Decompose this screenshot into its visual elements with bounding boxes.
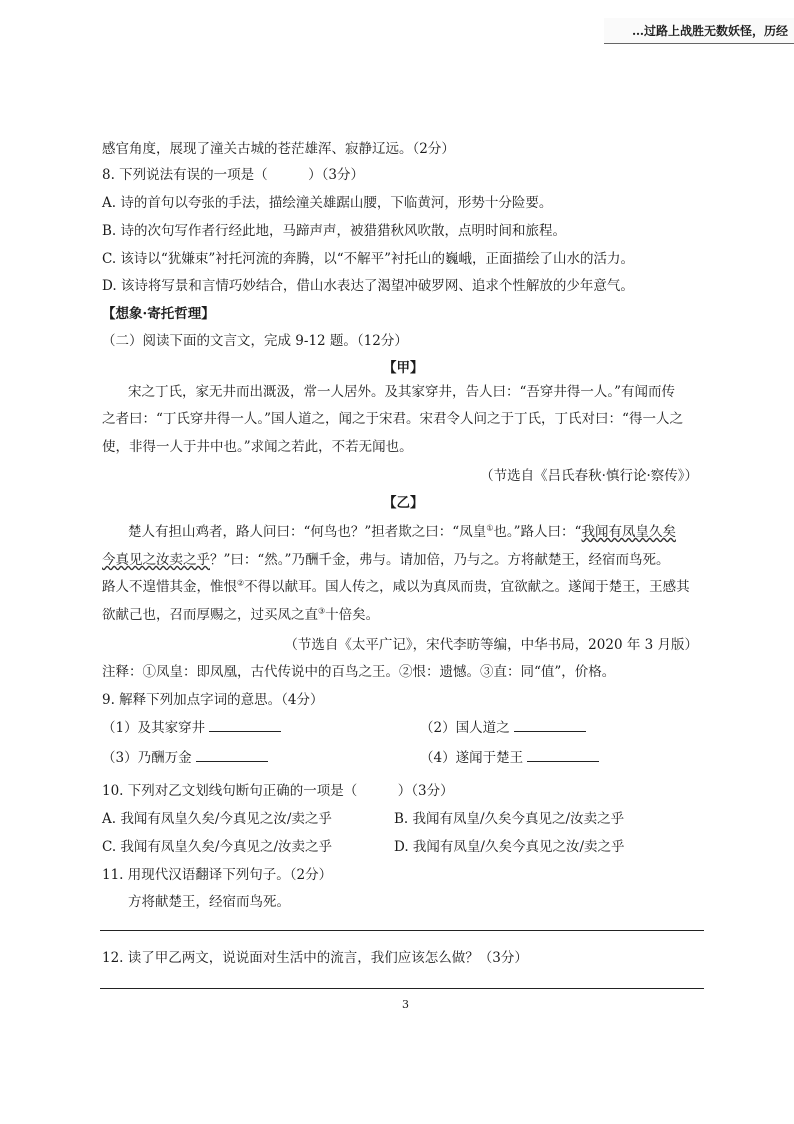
q9-stem: 9. 解释下列加点字词的意思。（4分） [102,692,324,708]
annotation-notes: 注释：①凤皇：即凤凰，古代传说中的百鸟之王。②恨：遗憾。③直：同“值”，价格。 [102,664,616,680]
jia-source: （节选自《吕氏春秋·慎行论·察传》） [480,468,698,484]
q8-option-d: D. 该诗将写景和言情巧妙结合，借山水表达了渴望冲破罗网、追求个性解放的少年意气。 [102,278,634,294]
q9-item-2-text: （2）国人道之 [420,720,510,736]
q9-item-4-text: （4）遂闻于楚王 [420,750,524,766]
yi-text: 路人不遑惜其金，惟恨 [102,579,237,595]
yi-text: ？”曰：“然。”乃酬千金，弗与。请加倍，乃与之。方将献楚王，经宿而鸟死。 [210,552,670,568]
answer-line[interactable] [100,988,704,989]
yi-text: 不得以献耳。国人传之，咸以为真凤而贵，宜欲献之。遂闻于楚王，王感其 [244,579,690,595]
q10-option-b: B. 我闻有凤皇/久矣今真见之/汝卖之乎 [394,811,625,827]
q9-item-3-text: （3）乃酬万金 [102,750,192,766]
yi-source: （节选自《太平广记》，宋代李昉等编，中华书局，2020 年 3 月版） [284,637,698,653]
yi-heading: 【乙】 [383,495,424,511]
answer-blank[interactable] [514,717,586,732]
q9-item-1-text: （1）及其家穿井 [102,720,206,736]
note-marker: ③ [318,606,326,616]
answer-blank[interactable] [527,747,599,762]
q10-option-d: D. 我闻有凤皇/久矣今真见之汝/卖之乎 [394,839,625,855]
q9-item-1 [102,716,281,736]
yi-text: 楚人有担山鸡者，路人问曰：“何鸟也？”担者欺之曰：“凤皇 [128,524,487,540]
q9-item-2 [420,716,586,736]
underlined-sentence-part-2: 今真见之汝卖之乎 [102,552,210,568]
yi-text: 十倍矣。 [325,607,380,623]
q11-stem: 11. 用现代汉语翻译下列句子。（2分） [102,867,333,883]
q7-tail: 感官角度，展现了潼关古城的苍茫雄浑、寂静辽远。（2分） [102,141,455,157]
yi-text: 也。”路人曰：“ [493,524,582,540]
section-intro: （二）阅读下面的文言文，完成 9-12 题。（12分） [102,333,408,349]
yi-line-4 [102,603,379,623]
underlined-sentence-part-1: 我闻有凤皇久矣 [581,524,676,540]
q9-item-4 [420,746,599,766]
header-banner: …过路上战胜无数妖怪，历经 [604,18,794,44]
yi-line-2 [102,548,669,568]
yi-line-1 [128,520,676,540]
q8-option-a: A. 诗的首句以夸张的手法，描绘潼关雄踞山腰，下临黄河，形势十分险要。 [102,195,553,211]
q9-item-3 [102,746,268,766]
page-number: 3 [402,998,409,1011]
jia-line-3: 使，非得一人于井中也。”求闻之若此，不若无闻也。 [102,439,413,455]
jia-heading: 【甲】 [383,360,424,376]
answer-blank[interactable] [196,747,268,762]
q11-sentence: 方将献楚王，经宿而鸟死。 [128,894,290,910]
q8-option-c: C. 该诗以“犹嫌束”衬托河流的奔腾，以“不解平”衬托山的巍峨，正面描绘了山水的活力。 [102,251,635,267]
answer-line[interactable] [100,930,704,931]
q10-stem: 10. 下列对乙文划线句断句正确的一项是（ ）（3分） [102,783,454,799]
yi-text: 欲献己也，召而厚赐之，过买凤之直 [102,607,318,623]
q10-option-a: A. 我闻有凤皇久矣/今真见之汝/卖之乎 [102,811,332,827]
q10-option-c: C. 我闻有凤皇久矣/今真见之/汝卖之乎 [102,839,333,855]
q8-option-b: B. 诗的次句写作者行经此地，马蹄声声，被猎猎秋风吹散，点明时间和旅程。 [102,223,567,239]
jia-line-2: 之者曰：“丁氏穿井得一人。”国人道之，闻之于宋君。宋君令人问之于丁氏，丁氏对曰：“得一人之 [102,411,683,427]
section-title: 【想象·寄托哲理】 [102,306,215,322]
note-marker: ② [237,578,245,588]
jia-line-1: 宋之丁氏，家无井而出溉汲，常一人居外。及其家穿井，告人曰：“吾穿井得一人。”有闻而传 [128,384,676,400]
q8-stem: 8. 下列说法有误的一项是（ ）（3分） [102,167,365,183]
note-marker: ① [486,523,494,533]
answer-blank[interactable] [209,717,281,732]
yi-line-3 [102,575,690,595]
q12-stem: 12. 读了甲乙两文，说说面对生活中的流言，我们应该怎么做？（3分） [102,950,528,966]
